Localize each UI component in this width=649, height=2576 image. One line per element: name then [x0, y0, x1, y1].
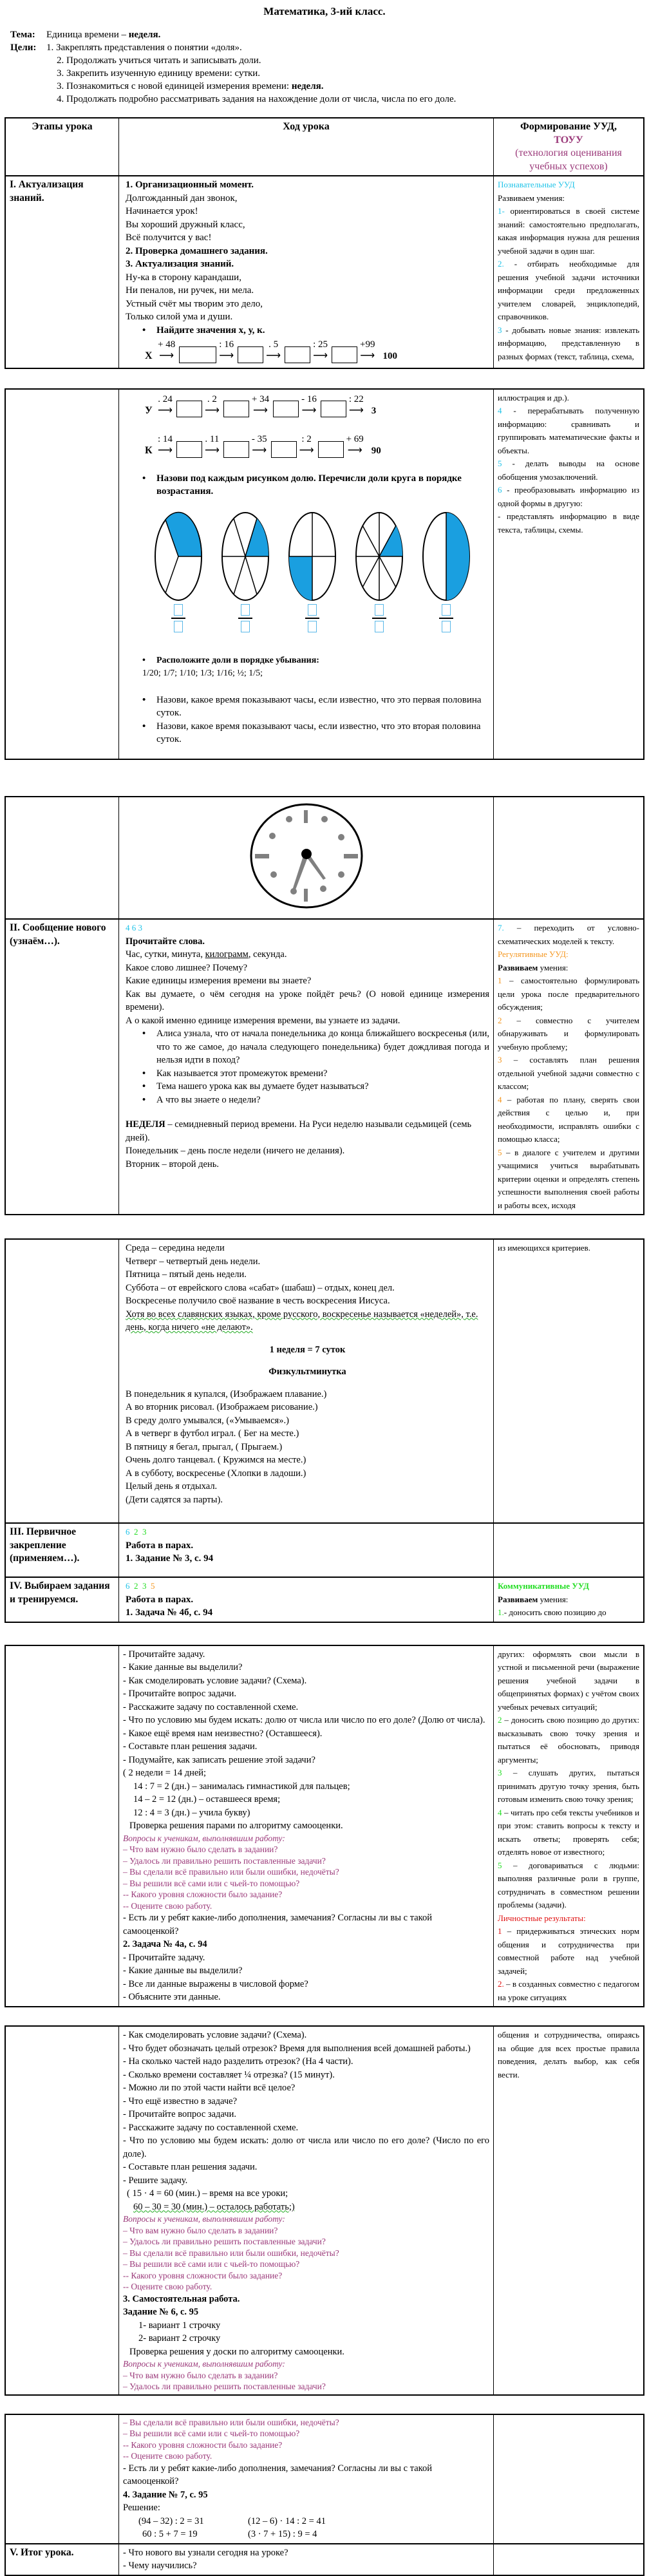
answer-box [318, 441, 344, 458]
answer-box [321, 401, 346, 417]
stage-5-name: V. Итог урока. [6, 2543, 119, 2575]
clock-icon [249, 802, 364, 909]
answer-box [332, 346, 357, 363]
task-circles: • Назови под каждым рисунком долю. Перечисли доли круга в порядке возрастания. [126, 472, 489, 498]
answer-box [271, 441, 297, 458]
goals-label: Цели: [10, 43, 37, 53]
answer-box [176, 401, 202, 417]
uud-item: 2. - отбирать необходимые для решения учебной задачи источники информации среди предложенных учителем словарей, энциклопедий, справочников. [498, 259, 639, 321]
uud-item: 5 - делать выводы на основе обобщения умозаключений. [498, 459, 639, 482]
lesson-table-page-7 [5, 2414, 644, 2576]
arrow-icon: ⟶ [266, 350, 281, 361]
lesson-table-page-2 [5, 388, 644, 760]
circle-quarters [288, 511, 337, 632]
arrow-icon: ⟶ [158, 445, 173, 456]
arrow-icon: ⟶ [360, 350, 375, 361]
stage-4-uud-cont-2: общения и сотрудничества, опираясь на общие для всех простые правила поведения, делать выбор, как себя вести. [498, 2030, 639, 2079]
uud-item: 1 – самостоятельно формулировать цели урока после предварительного обсуждения; [498, 976, 639, 1012]
uud-item: 3 – составлять план решения отдельной учебной задачи совместно с классом; [498, 1055, 639, 1091]
circle-sixths [221, 511, 270, 632]
lesson-table-page-4 [5, 1238, 644, 1623]
chain-x: Х + 48 ⟶ : 16 ⟶ . 5 ⟶ : 25 ⟶ +99 ⟶ 100 [145, 338, 489, 363]
stage-1-content: 1. Организационный момент. Долгожданный дан звонок, Начинается урок! Вы хороший дружный класс, Всё получится у вас! 2. Проверка домашнего задания. 3. Актуализация знаний. Ну-ка в сторону карандаши, Ни пеналов, ни ручек, ни мела. Устный счёт мы творим это дело, Только силой ума и души. • Найдите значения х, у, к. Х + 48 ⟶ : 16 ⟶ . 5 ⟶ : 25 ⟶ +99 ⟶ 100 [119, 175, 494, 368]
pie-quarter-icon [288, 511, 337, 601]
arrow-icon: ⟶ [159, 350, 174, 361]
stage-3-codes: 6 2 3 [126, 1527, 147, 1537]
uud-item: 5 – договариваться с людьми: выполняя различные роли в группе, сотрудничать в совместном решении проблемы (задачи). [498, 1860, 639, 1909]
uud-item: 4 – работая по плану, сверять свои действия с целью и, при необходимости, исправлять ошибки с помощью класса; [498, 1094, 639, 1144]
topic-text: Единица времени – неделя. [46, 30, 161, 40]
goal-1: 1. Закреплять представления о понятии «доля». [46, 43, 242, 53]
stage-4-name: IV. Выбираем задания и тренируемся. [6, 1577, 119, 1622]
stage-4-codes: 6 2 3 5 [126, 1581, 155, 1591]
uud-item: 4 - перерабатывать полученную информацию: сравнивать и группировать математические факты и объекты. [498, 406, 639, 455]
uud-item: 2 – совместно с учителем обнаруживать и формулировать учебную проблему; [498, 1015, 639, 1052]
stage-empty [6, 390, 119, 759]
stage-4-uud-cont: других: оформлять свои мысли в устной и письменной речи (выражение решения учебной задачи в общепринятых формах) с учётом своих учебных речевых ситуаций; 2 – доносить свою позицию до других: высказывать свою точку зрения и пытаться её обосновать, приводя аргументы; 3 – слушать других, пытаться принимать другую точку зрения, быть готовым изменить свою точку зрения; 4 – читать про себя тексты учебников и при этом: ставить вопросы к тексту и искать ответы; проверять себя; отделять новое от известного; 5 – договариваться с людьми: выполняя различные роли в группе, сотрудничать в совместном решении проблемы (задачи). Личностные результаты: 1 – придерживаться этических норм общения и сотрудничества при совместной работе над учебной задачей; 2. – в созданных совместно с педагогом на уроке ситуациях [494, 1646, 643, 2007]
arrow-icon: ⟶ [299, 445, 314, 456]
lesson-table-page-1 [5, 117, 644, 369]
stage-3-name: III. Первичное закрепление (применяем…). [6, 1522, 119, 1577]
header-uud: Формирование УУД, ТОУУ (технология оценивания учебных успехов) [515, 121, 622, 172]
clock-cell [119, 797, 494, 919]
arrow-icon: ⟶ [219, 350, 234, 361]
uud-item: 6 - преобразовывать информацию из одной формы в другую: [498, 485, 639, 508]
personal-item: 1 – придерживаться этических норм общения и сотрудничества при совместной работе над учебной задачей; [498, 1926, 639, 1976]
stage-2-uud-cont: из имеющихся критериев. [498, 1243, 590, 1253]
fraction-blank [305, 604, 319, 632]
stage-2-codes: 4 6 3 [126, 923, 142, 933]
stage-4-content-cont: - Прочитайте задачу. - Какие данные вы выделили? - Как смоделировать условие задачи? (Схема). - Прочитайте вопрос задачи. - Расскажите задачу по составленной схеме. - Что по условию мы будем искать: долю от числа или число по его доле? (Долю от числа). - Какое ещё время нам неизвестно? (Оставшееся). - Составьте план решения задачи. - Подумайте, как записать решение этой задачи? ( 2 недели = 14 дней; 14 : 7 = 2 (дн.) – занималась гимнастикой для пальцев; 14 – 2 = 12 (дн.) – оставшееся время; 12 : 4 = 3 (дн.) – учила букву) Проверка решения парами по алгоритму самооценки. Вопросы к ученикам, выполнявшим работу: – Что вам нужно было сделать в задании? – Удалось ли правильно решить поставленные задачи? – Вы сделали всё правильно или были ошибки, недочёты? – Вы решили всё сами или с чьей-то помощью? -- Какого уровня сложности было задание? -- Оцените свою работу. - Есть ли у ребят какие-либо дополнения, замечания? Согласны ли вы с такой самооценкой? 2. Задача № 4а, с. 94 - Прочитайте задачу. - Какие данные вы выделили? - Все ли данные выражены в числовой форме? - Объясните эти данные. [119, 1646, 494, 2007]
chain-k: К : 14 ⟶ . 11 ⟶ - 35 ⟶ : 2 ⟶ + 69 ⟶ 90 [145, 433, 489, 458]
stage-1-uud: Познавательные УУД Развиваем умения: 1- ориентироваться в своей системе знаний: самостоятельно предполагать, какая информация нужна для решения учебной задачи в один шаг. 2. - отбирать необходимые для решения учебной задачи источники информации среди предложенных учителем словарей, энциклопедий, справочников. 3 - добывать новые знания: извлекать информацию, представленную в разных формах (текст, таблица, схема, [494, 175, 643, 368]
circle-thirds [154, 511, 203, 632]
fraction-blank [171, 604, 185, 632]
stage-empty [6, 2027, 119, 2394]
stage-empty [6, 797, 119, 919]
stage-1-name: I. Актуализация знаний. [6, 175, 119, 368]
week-equation: 1 неделя = 7 суток [269, 1344, 346, 1355]
answer-box [223, 401, 249, 417]
goal-4: 3. Познакомиться с новой единицей измерения времени: неделя. [57, 81, 324, 91]
arrow-icon: ⟶ [252, 445, 267, 456]
stage-2-content: 4 6 3 Прочитайте слова. Час, сутки, минута, килограмм, секунда. Какое слово лишнее? Почему? Какие единицы измерения времени вы знаете? Как вы думаете, о чём сегодня на уроке пойдёт речь? (О новой единице измерения времени). А о какой именно единице измерения времени, вы узнаете из задачи. • Алиса узнала, что от начала понедельника до конца ближайшего воскресенья (или, что то же самое, до начала следующего понедельника) будет дождливая погода и нельзя идти в поход? • Как называется этот промежуток времени? • Тема нашего урока как вы думаете будет называться? • А что вы знаете о недели? НЕДЕЛЯ – семидневный период времени. На Руси неделю называли седьмицей (семь дней). Понедельник – день после недели (ничего не делания). Вторник – второй день. [119, 918, 494, 1214]
answer-box [238, 346, 263, 363]
lesson-meta [0, 24, 649, 106]
arrow-icon: ⟶ [301, 404, 317, 416]
arrow-icon: ⟶ [204, 404, 220, 416]
words-line: Час, сутки, минута, килограмм, секунда. [126, 949, 287, 960]
goal-2: 2. Продолжать учиться читать и записывать доли. [57, 55, 261, 66]
fraction-list: 1/20; 1/7; 1/10; 1/3; 1/16; ½; 1/5; [142, 668, 263, 678]
topic-label: Тема: [10, 30, 35, 40]
pie-eighth-icon [355, 511, 404, 601]
answer-box [285, 346, 310, 363]
stage-5-content: - Что нового вы узнали сегодня на уроке? - Чему научились? [119, 2543, 494, 2575]
uud-item: 3 - добывать новые знания: извлекать информацию, представленную в разных формах (текст, таблица, схема, [498, 325, 639, 361]
circle-eighths [355, 511, 404, 632]
clock-question-2: • Назови, какое время показывают часы, если известно, что это вторая половина суток. [126, 720, 489, 746]
pie-third-icon [154, 511, 203, 601]
uud-item: 2 – доносить свою позицию до других: высказывать свою точку зрения и пытаться её обосновать, приводя аргументы; [498, 1715, 639, 1765]
stage-empty [6, 1646, 119, 2007]
fraction-blank [372, 604, 386, 632]
clock-question-1: • Назови, какое время показывают часы, если известно, что это первая половина суток. [126, 694, 489, 720]
stage-4-uud: Коммуникативные УУД Развиваем умения: 1.- доносить свою позицию до [494, 1577, 643, 1622]
stage-2-uud: 7. – переходить от условно-схематических моделей к тексту. Регулятивные УУД: Развиваем умения: 1 – самостоятельно формулировать цели урока после предварительного обсуждения; 2 – совместно с учителем обнаруживать и формулировать учебную проблему; 3 – составлять план решения отдельной учебной задачи совместно с классом; 4 – работая по плану, сверять свои действия с целью и, при необходимости, исправлять ошибки с помощью класса; 5 – в диалоге с учителем и другими учащимися учиться вырабатывать критерии оценки и определять степень успешности выполнения своей работы и работы всех, исходя [494, 918, 643, 1214]
goals-row [10, 41, 649, 54]
answer-box [179, 346, 216, 363]
lesson-table-page-5 [5, 1645, 644, 2008]
pie-sixth-icon [221, 511, 270, 601]
pie-half-icon [422, 511, 471, 601]
answer-box [176, 441, 202, 458]
goal-3: 3. Закрепить изученную единицу времени: сутки. [57, 68, 261, 79]
chain-y: У . 24 ⟶ . 2 ⟶ + 34 ⟶ - 16 ⟶ : 22 ⟶ 3 [145, 393, 489, 418]
header-stages: Этапы урока [6, 118, 119, 175]
topic-row [10, 28, 649, 41]
arrow-icon: ⟶ [347, 445, 362, 456]
header-lesson-flow: Ход урока [119, 118, 494, 175]
stage-4-content-cont-3: – Вы сделали всё правильно или были ошибки, недочёты? – Вы решили всё сами или с чьей-то помощью? -- Какого уровня сложности было задание? -- Оцените свою работу. - Есть ли у ребят какие-либо дополнения, замечания? Согласны ли вы с такой самооценкой? 4. Задание № 7, с. 95 Решение: (94 – 32) : 2 = 31 (12 – 6) · 14 : 2 = 41 60 : 5 + 7 = 19 (3 · 7 + 15) : 9 = 4 [119, 2415, 494, 2543]
uud-empty [494, 797, 643, 919]
personal-item: 2. – в созданных совместно с педагогом на уроке ситуациях [498, 1979, 639, 2002]
stage-5-uud [494, 2543, 643, 2575]
uud-item: 3 – слушать других, пытаться принимать другую точку зрения, быть готовым изменить свою точку зрения; [498, 1768, 639, 1804]
stage-1-uud-cont: иллюстрация и др.). 4 - перерабатывать полученную информацию: сравнивать и группировать математические факты и объекты. 5 - делать выводы на основе обобщения умозаключений. 6 - преобразовывать информацию из одной формы в другую: - представлять информацию в виде текста, таблицы, схемы. [498, 392, 639, 535]
stage-1-content-cont [119, 390, 494, 759]
stage-empty [6, 2415, 119, 2543]
lesson-table-page-6 [5, 2025, 644, 2396]
fraction-circles [126, 498, 490, 632]
arrow-icon: ⟶ [253, 404, 268, 416]
definition: НЕДЕЛЯ – семидневный период времени. На Руси неделю называли седьмицей (семь дней). [126, 1119, 472, 1143]
stage-3-content: 6 2 3 Работа в парах. 1. Задание № 3, с. 94 [119, 1522, 494, 1577]
uud-empty [494, 2415, 643, 2543]
solution-grid: (94 – 32) : 2 = 31 (12 – 6) · 14 : 2 = 41 60 : 5 + 7 = 19 (3 · 7 + 15) : 9 = 4 [138, 2515, 326, 2539]
lesson-table-page-3 [5, 796, 644, 1216]
uud-item: 4 – читать про себя тексты учебников и при этом: ставить вопросы к тексту и искать ответы; проверять себя; отделять новое от известного; [498, 1807, 639, 1857]
task-order: • Расположите доли в порядке убывания: [126, 654, 489, 668]
stage-2-name: II. Сообщение нового (узнаём…). [6, 918, 119, 1214]
fraction-blank [238, 604, 252, 632]
stage-empty [6, 1240, 119, 1522]
task-find-values: • Найдите значения х, у, к. [126, 324, 489, 337]
uud-item: 5 – в диалоге с учителем и другими учащимися учиться вырабатывать критерии оценки и определять степень успешности выполнения своей работы и работы всех, исходя [498, 1147, 639, 1210]
arrow-icon: ⟶ [313, 350, 328, 361]
phys-title: Физкультминутка [268, 1367, 346, 1377]
uud-item: 1- ориентироваться в своей системе знаний: самостоятельно предполагать, какая информация нужна для решения учебной задачи в один шаг. [498, 206, 639, 256]
stage-4-content: 6 2 3 5 Работа в парах. 1. Задача № 4б, с. 94 [119, 1577, 494, 1622]
fraction-blank [439, 604, 453, 632]
arrow-icon: ⟶ [158, 404, 173, 416]
goal-5: 4. Продолжать подробно рассматривать задания на нахождение доли от числа, числа по его доле. [57, 94, 456, 104]
answer-box [273, 401, 299, 417]
stage-4-content-cont-2: - Как смоделировать условие задачи? (Схема). - Что будет обозначать целый отрезок? Время для выполнения всей домашней работы.) - На сколько частей надо разделить отрезок? (На 4 части). - Сколько времени составляет ¼ отрезка? (15 минут). - Можно ли по этой части найти всё целое? - Что ещё известно в задаче? - Прочитайте вопрос задачи. - Расскажите задачу по составленной схеме. - Что по условию мы будем искать: долю от числа или число по его доле? (Число по его доле). - Составьте план решения задачи. - Решите задачу. ( 15 · 4 = 60 (мин.) – время на все уроки; 60 – 30 = 30 (мин.) – осталось работать;) Вопросы к ученикам, выполнявшим работу: – Что вам нужно было сделать в задании? – Удалось ли правильно решить поставленные задачи? – Вы сделали всё правильно или были ошибки, недочёты? – Вы решили всё сами или с чьей-то помощью? -- Какого уровня сложности было задание? -- Оцените свою работу. 3. Самостоятельная работа. Задание № 6, с. 95 1- вариант 1 строчку 2- вариант 2 строчку Проверка решения у доски по алгоритму самооценки. Вопросы к ученикам, выполнявшим работу: – Что вам нужно было сделать в задании? – Удалось ли правильно решить поставленные задачи? [119, 2027, 494, 2394]
stage-2-content-cont: Среда – середина недели Четверг – четвертый день недели. Пятница – пятый день недели. Суббота – от еврейского слова «сабат» (шабаш) – отдых, конец дел. Воскресенье получило своё название в честь воскресения Иисуса. Хотя во всех славянских языках, кроме русского, воскресенье называется «неделей», т.е. день, когда ничего «не делают». 1 неделя = 7 суток Физкультминутка В понедельник я купался, (Изображаем плавание.) А во вторник рисовал. (Изображаем рисование.) В среду долго умывался, («Умываемся».) А в четверг в футбол играл. ( Бег на месте.) В пятницу я бегал, прыгал, ( Прыгаем.) Очень долго танцевал. ( Кружимся на месте.) А в субботу, воскресенье (Хлопки в ладоши.) Целый день я отдыхал. (Дети садятся за парты). [119, 1240, 494, 1522]
page-title: Математика, 3-ий класс. [263, 5, 386, 17]
arrow-icon: ⟶ [204, 445, 220, 456]
arrow-icon: ⟶ [348, 404, 364, 416]
answer-box [223, 441, 249, 458]
uud-item: 7. – переходить от условно-схематических моделей к тексту. [498, 923, 639, 946]
circle-halves [422, 511, 471, 632]
stage-3-uud [494, 1522, 643, 1577]
